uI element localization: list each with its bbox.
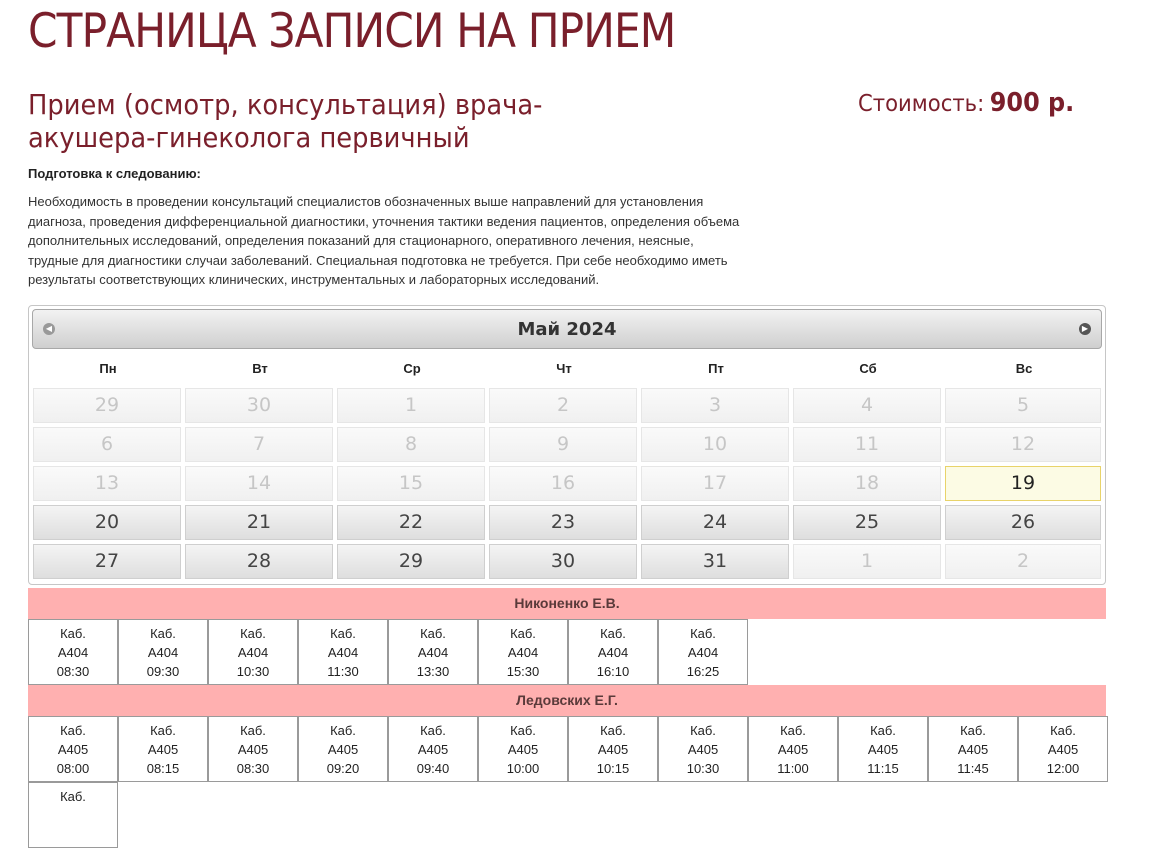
price-label: Стоимость: [858,91,985,117]
slot-time: 09:30 [146,664,180,679]
slot-cab: Каб. [600,723,626,738]
slot-room: А404 [417,645,449,660]
time-slot-button[interactable] [838,716,928,782]
time-slot-button[interactable] [928,716,1018,782]
calendar [28,305,1106,585]
chevron-left-icon: ◀ [43,323,55,335]
slot-room: А404 [147,645,179,660]
slot-cab: Каб. [870,723,896,738]
slot-time: 08:15 [146,761,180,776]
slot-room: А404 [237,645,269,660]
slot-room: А405 [327,742,359,757]
weekday-label: Ср [403,361,421,376]
time-slot-button[interactable] [28,782,118,848]
slot-room: А404 [687,645,719,660]
calendar-day-disabled: 1 [793,544,941,579]
calendar-day-disabled: 2 [489,388,637,423]
calendar-day-disabled: 6 [33,427,181,462]
calendar-day-today[interactable]: 19 [945,466,1101,501]
price-value: 900 р. [989,88,1075,118]
slot-cab: Каб. [600,626,626,641]
calendar-day-disabled: 29 [33,388,181,423]
slot-cab: Каб. [60,723,86,738]
slot-cab: Каб. [60,626,86,641]
weekday-label: Чт [556,361,572,376]
slot-room: А405 [957,742,989,757]
slot-room: А405 [597,742,629,757]
time-slot-button[interactable] [658,619,748,685]
calendar-day-disabled: 30 [185,388,333,423]
slot-cab: Каб. [150,723,176,738]
time-slot-button[interactable] [748,716,838,782]
time-slot-button[interactable] [388,716,478,782]
slot-cab: Каб. [240,723,266,738]
time-slot-button[interactable] [298,619,388,685]
slot-room: А405 [687,742,719,757]
slot-time: 10:00 [506,761,540,776]
doctor-name-bar: Никоненко Е.В. [28,588,1106,619]
time-slot-button[interactable] [28,716,118,782]
calendar-day-disabled: 9 [489,427,637,462]
slot-cab: Каб. [510,723,536,738]
slot-time: 11:30 [327,664,359,679]
service-title: Прием (осмотр, консультация) врача-акушера-гинеколога первичный [28,88,543,154]
calendar-day[interactable]: 23 [489,505,637,540]
slot-room: А404 [507,645,539,660]
slot-time: 09:20 [326,761,360,776]
next-month-button[interactable] [1075,319,1095,339]
slot-cab: Каб. [420,723,446,738]
page-title: СТРАНИЦА ЗАПИСИ НА ПРИЕМ [28,4,676,59]
slot-cab: Каб. [780,723,806,738]
slot-cab: Каб. [330,723,356,738]
slot-time: 08:00 [56,761,90,776]
slot-room: А405 [777,742,809,757]
chevron-right-icon: ▶ [1079,323,1091,335]
slot-cab: Каб. [960,723,986,738]
calendar-day-disabled: 15 [337,466,485,501]
slot-time: 11:15 [867,761,899,776]
calendar-day-disabled: 12 [945,427,1101,462]
slot-room: А404 [327,645,359,660]
slot-time: 10:15 [596,761,630,776]
slot-room: А405 [417,742,449,757]
time-slot-button[interactable] [478,619,568,685]
weekday-label: Пт [708,361,724,376]
slot-time: 12:00 [1046,761,1080,776]
calendar-header [32,309,1102,349]
slot-cab: Каб. [690,626,716,641]
calendar-day[interactable]: 28 [185,544,333,579]
calendar-day-disabled: 18 [793,466,941,501]
slot-time: 13:30 [416,664,450,679]
slot-time: 16:10 [596,664,630,679]
slot-time: 08:30 [56,664,90,679]
slot-time: 15:30 [506,664,540,679]
slot-time: 10:30 [236,664,270,679]
weekday-label: Пн [99,361,117,376]
calendar-day[interactable]: 31 [641,544,789,579]
calendar-day[interactable]: 30 [489,544,637,579]
weekday-label: Вт [252,361,268,376]
slot-cab: Каб. [60,789,86,804]
calendar-day[interactable]: 26 [945,505,1101,540]
slot-cab: Каб. [150,626,176,641]
time-slot-button[interactable] [298,716,388,782]
calendar-day-disabled: 11 [793,427,941,462]
doctor-name-bar: Ледовских Е.Г. [28,685,1106,716]
preparation-text: Необходимость в проведении консультаций специалистов обозначенных выше направлений для установления диагноза, проведения дифференциальной диагностики, уточнения тактики ведения пациентов, определения объема дополнительных исследований, определения показаний для стационарного, оперативного лечения, неясные, трудные для диагностики случаи заболеваний. Специальная подготовка не требуется. При себе необходимо иметь результаты соответствующих клинических, инструментальных и лабораторных исследований. [28,194,740,287]
slot-room: А404 [597,645,629,660]
slot-time: 08:30 [236,761,270,776]
time-slot-button[interactable] [568,716,658,782]
price [858,88,1074,118]
calendar-day-disabled: 14 [185,466,333,501]
slot-time: 10:30 [686,761,720,776]
calendar-day-disabled: 2 [945,544,1101,579]
calendar-day[interactable]: 24 [641,505,789,540]
slot-cab: Каб. [330,626,356,641]
slot-room: А405 [507,742,539,757]
calendar-day[interactable]: 29 [337,544,485,579]
time-slot-button[interactable] [568,619,658,685]
time-slot-button[interactable] [118,619,208,685]
calendar-month-title: Май 2024 [517,319,617,340]
slot-room: А405 [147,742,179,757]
calendar-day-disabled: 1 [337,388,485,423]
weekday-header [33,356,1103,382]
slot-time: 09:40 [416,761,450,776]
time-slot-button[interactable] [28,619,118,685]
slot-room: А405 [237,742,269,757]
calendar-day-disabled: 13 [33,466,181,501]
calendar-day-disabled: 10 [641,427,789,462]
calendar-day-disabled: 16 [489,466,637,501]
time-slot-button[interactable] [388,619,478,685]
slot-cab: Каб. [690,723,716,738]
slot-cab: Каб. [240,626,266,641]
calendar-day[interactable]: 25 [793,505,941,540]
slot-time: 11:00 [777,761,809,776]
time-slot-button[interactable] [478,716,568,782]
calendar-day-disabled: 5 [945,388,1101,423]
calendar-day[interactable]: 27 [33,544,181,579]
calendar-day-disabled: 3 [641,388,789,423]
calendar-day[interactable]: 21 [185,505,333,540]
slot-room: А405 [867,742,899,757]
time-slot-button[interactable] [208,619,298,685]
calendar-day-disabled: 7 [185,427,333,462]
time-slot-button[interactable] [118,716,208,782]
calendar-day[interactable]: 20 [33,505,181,540]
weekday-label: Сб [859,361,877,376]
time-slot-button[interactable] [1018,716,1108,782]
calendar-day-disabled: 8 [337,427,485,462]
slot-cab: Каб. [1050,723,1076,738]
calendar-day-disabled: 4 [793,388,941,423]
slot-room: А404 [57,645,89,660]
slot-time: 11:45 [957,761,989,776]
time-slot-button[interactable] [208,716,298,782]
slot-room: А405 [1047,742,1079,757]
time-slot-button[interactable] [658,716,748,782]
slot-time: 16:25 [686,664,720,679]
slot-cab: Каб. [510,626,536,641]
calendar-day[interactable]: 22 [337,505,485,540]
slot-room: А405 [57,742,89,757]
preparation-heading: Подготовка к следованию: [28,166,201,181]
slot-cab: Каб. [420,626,446,641]
weekday-label: Вс [1015,361,1033,376]
calendar-day-disabled: 17 [641,466,789,501]
